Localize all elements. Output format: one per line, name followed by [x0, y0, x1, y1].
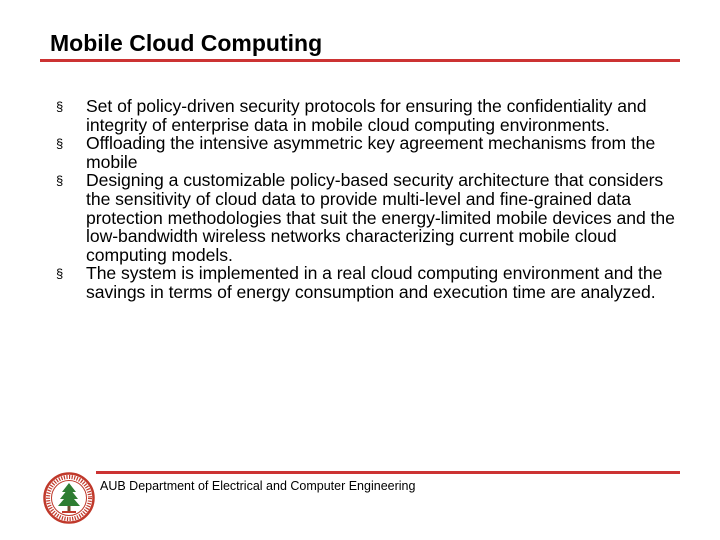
bullet-item: [50, 171, 680, 264]
bullet-item: [50, 97, 680, 134]
bullet-marker: §: [56, 136, 64, 152]
footer-rule: [96, 471, 680, 474]
bullet-item: [50, 134, 680, 171]
bullet-text: Offloading the intensive asymmetric key agreement mechanisms from the mobile: [86, 133, 656, 172]
bullet-marker: §: [56, 266, 64, 282]
bullet-text: Set of policy-driven security protocols for ensuring the confidentiality and integrity of enterprise data in mobile cloud computing environments.: [86, 96, 647, 135]
bullet-text: The system is implemented in a real cloud computing environment and the savings in terms of energy consumption and execution time are analyzed.: [86, 263, 663, 302]
title-underline: [40, 59, 680, 62]
bullet-text: Designing a customizable policy-based security architecture that considers the sensitivity of cloud data to provide multi-level and fine-grained data protection methodologies that suit the energy-limited mobile devices and the low-bandwidth wireless networks characterizing current mobile cloud computing models.: [86, 170, 675, 265]
bullet-marker: §: [56, 99, 64, 114]
bullet-marker: §: [56, 173, 64, 189]
slide-title: Mobile Cloud Computing: [50, 30, 323, 56]
bullet-item: [50, 264, 680, 301]
bullet-list: [50, 97, 680, 302]
cedar-seal-icon: [43, 472, 95, 524]
footer-text: AUB Department of Electrical and Computer Engineering: [100, 479, 416, 493]
